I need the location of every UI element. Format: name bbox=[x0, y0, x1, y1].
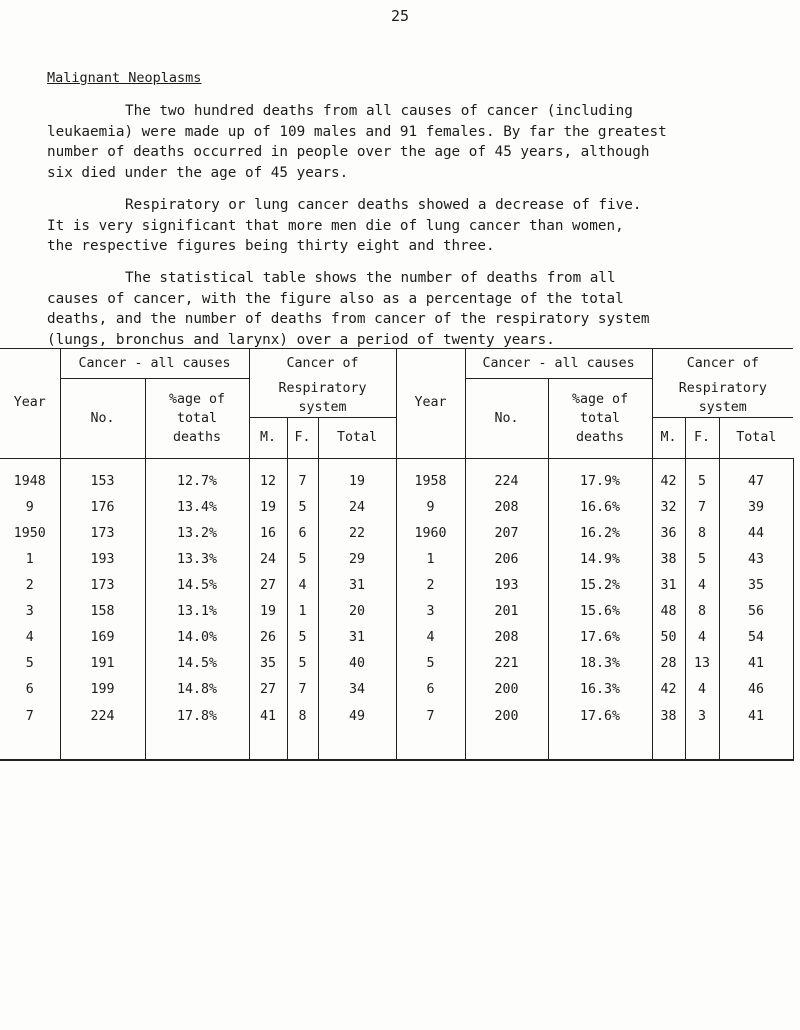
left-deaths-percentage-cell: 13.1% bbox=[145, 599, 249, 625]
right-deaths-percentage-cell: 16.2% bbox=[548, 521, 652, 547]
header-respiratory-line2: Respiratory bbox=[278, 380, 367, 396]
right-deaths-number-cell: 208 bbox=[465, 625, 548, 651]
right-female-cell: 4 bbox=[685, 677, 719, 703]
left-deaths-number-cell: 224 bbox=[60, 703, 145, 760]
left-total-cell: 31 bbox=[318, 573, 396, 599]
header-number: No. bbox=[465, 379, 548, 459]
paragraph-line: the respective figures being thirty eight and three. bbox=[47, 238, 495, 254]
left-female-cell: 5 bbox=[287, 651, 318, 677]
paragraph-line: deaths, and the number of deaths from cancer of the respiratory system bbox=[47, 311, 650, 327]
cancer-statistics-table bbox=[0, 348, 794, 761]
right-deaths-percentage-cell: 17.6% bbox=[548, 703, 652, 760]
right-total-cell: 43 bbox=[719, 547, 793, 573]
right-female-cell: 8 bbox=[685, 599, 719, 625]
table-row bbox=[0, 677, 793, 703]
left-male-cell: 19 bbox=[249, 599, 287, 625]
right-female-cell: 3 bbox=[685, 703, 719, 760]
paragraph-line: number of deaths occurred in people over the age of 45 years, although bbox=[47, 144, 650, 160]
paragraph-line: It is very significant that more men die of lung cancer than women, bbox=[47, 217, 624, 234]
header-respiratory-line3: system bbox=[298, 399, 347, 415]
right-year-cell: 1960 bbox=[396, 521, 465, 547]
left-total-cell: 19 bbox=[318, 458, 396, 495]
left-deaths-number-cell: 153 bbox=[60, 458, 145, 495]
header-percentage bbox=[548, 379, 652, 459]
left-deaths-percentage-cell: 14.5% bbox=[145, 573, 249, 599]
right-deaths-number-cell: 200 bbox=[465, 703, 548, 760]
section-heading: Malignant Neoplasms bbox=[47, 70, 202, 86]
left-year-cell: 1948 bbox=[0, 458, 60, 495]
header-all-causes: Cancer - all causes bbox=[465, 348, 652, 379]
header-total: Total bbox=[719, 417, 793, 458]
left-total-cell: 31 bbox=[318, 625, 396, 651]
right-total-cell: 39 bbox=[719, 495, 793, 521]
table-row bbox=[0, 458, 793, 495]
left-total-cell: 20 bbox=[318, 599, 396, 625]
right-year-cell: 4 bbox=[396, 625, 465, 651]
right-female-cell: 5 bbox=[685, 458, 719, 495]
left-total-cell: 22 bbox=[318, 521, 396, 547]
header-all-causes: Cancer - all causes bbox=[60, 348, 249, 379]
left-year-cell: 9 bbox=[0, 495, 60, 521]
right-deaths-number-cell: 207 bbox=[465, 521, 548, 547]
right-deaths-percentage-cell: 18.3% bbox=[548, 651, 652, 677]
left-female-cell: 7 bbox=[287, 458, 318, 495]
right-total-cell: 47 bbox=[719, 458, 793, 495]
left-total-cell: 34 bbox=[318, 677, 396, 703]
right-deaths-percentage-cell: 15.2% bbox=[548, 573, 652, 599]
right-year-cell: 2 bbox=[396, 573, 465, 599]
header-respiratory-system bbox=[249, 379, 396, 418]
right-female-cell: 4 bbox=[685, 573, 719, 599]
left-male-cell: 27 bbox=[249, 573, 287, 599]
right-female-cell: 13 bbox=[685, 651, 719, 677]
right-male-cell: 38 bbox=[652, 547, 685, 573]
right-male-cell: 36 bbox=[652, 521, 685, 547]
table-row bbox=[0, 521, 793, 547]
right-total-cell: 35 bbox=[719, 573, 793, 599]
header-year: Year bbox=[396, 348, 465, 458]
left-female-cell: 1 bbox=[287, 599, 318, 625]
table-row bbox=[0, 547, 793, 573]
right-year-cell: 7 bbox=[396, 703, 465, 760]
header-total: Total bbox=[318, 417, 396, 458]
paragraph-line: six died under the age of 45 years. bbox=[47, 164, 349, 181]
right-year-cell: 1958 bbox=[396, 458, 465, 495]
right-deaths-percentage-cell: 14.9% bbox=[548, 547, 652, 573]
right-total-cell: 41 bbox=[719, 703, 793, 760]
left-deaths-percentage-cell: 14.5% bbox=[145, 651, 249, 677]
paragraph-line: causes of cancer, with the figure also as a percentage of the total bbox=[47, 290, 624, 307]
left-deaths-percentage-cell: 13.2% bbox=[145, 521, 249, 547]
header-percentage-line2: total bbox=[176, 410, 218, 426]
right-male-cell: 42 bbox=[652, 458, 685, 495]
header-percentage bbox=[145, 379, 249, 459]
right-male-cell: 42 bbox=[652, 677, 685, 703]
paragraph-line: The statistical table shows the number of deaths from all bbox=[125, 270, 616, 286]
left-total-cell: 49 bbox=[318, 703, 396, 760]
right-male-cell: 28 bbox=[652, 651, 685, 677]
right-male-cell: 50 bbox=[652, 625, 685, 651]
left-deaths-number-cell: 173 bbox=[60, 573, 145, 599]
header-female: F. bbox=[685, 417, 719, 458]
left-female-cell: 8 bbox=[287, 703, 318, 760]
left-year-cell: 1 bbox=[0, 547, 60, 573]
table-row bbox=[0, 573, 793, 599]
left-deaths-number-cell: 191 bbox=[60, 651, 145, 677]
right-deaths-number-cell: 193 bbox=[465, 573, 548, 599]
left-year-cell: 2 bbox=[0, 573, 60, 599]
right-year-cell: 9 bbox=[396, 495, 465, 521]
right-male-cell: 48 bbox=[652, 599, 685, 625]
right-deaths-number-cell: 208 bbox=[465, 495, 548, 521]
right-deaths-number-cell: 224 bbox=[465, 458, 548, 495]
left-deaths-percentage-cell: 17.8% bbox=[145, 703, 249, 760]
right-deaths-percentage-cell: 15.6% bbox=[548, 599, 652, 625]
left-female-cell: 5 bbox=[287, 625, 318, 651]
header-number: No. bbox=[60, 379, 145, 459]
paragraph-line: leukaemia) were made up of 109 males and 91 females. By far the greatest bbox=[47, 123, 667, 140]
left-year-cell: 7 bbox=[0, 703, 60, 760]
paragraph-1 bbox=[47, 101, 797, 183]
right-deaths-number-cell: 200 bbox=[465, 677, 548, 703]
table-row bbox=[0, 651, 793, 677]
paragraph-line: The two hundred deaths from all causes of cancer (including bbox=[125, 103, 633, 119]
right-year-cell: 1 bbox=[396, 547, 465, 573]
left-female-cell: 6 bbox=[287, 521, 318, 547]
left-deaths-percentage-cell: 14.0% bbox=[145, 625, 249, 651]
right-total-cell: 56 bbox=[719, 599, 793, 625]
table-body bbox=[0, 458, 793, 760]
left-deaths-number-cell: 169 bbox=[60, 625, 145, 651]
left-deaths-percentage-cell: 12.7% bbox=[145, 458, 249, 495]
header-respiratory-line2: Respiratory bbox=[678, 380, 767, 396]
header-percentage-line1: %age of bbox=[168, 391, 226, 407]
left-year-cell: 6 bbox=[0, 677, 60, 703]
right-deaths-number-cell: 201 bbox=[465, 599, 548, 625]
right-year-cell: 5 bbox=[396, 651, 465, 677]
left-year-cell: 1950 bbox=[0, 521, 60, 547]
left-deaths-percentage-cell: 13.4% bbox=[145, 495, 249, 521]
table-row bbox=[0, 625, 793, 651]
right-year-cell: 3 bbox=[396, 599, 465, 625]
left-male-cell: 16 bbox=[249, 521, 287, 547]
left-deaths-percentage-cell: 13.3% bbox=[145, 547, 249, 573]
right-deaths-percentage-cell: 16.3% bbox=[548, 677, 652, 703]
paragraph-line: Respiratory or lung cancer deaths showed a decrease of five. bbox=[125, 197, 642, 213]
right-deaths-percentage-cell: 17.9% bbox=[548, 458, 652, 495]
header-year: Year bbox=[0, 348, 60, 458]
left-year-cell: 5 bbox=[0, 651, 60, 677]
right-deaths-number-cell: 221 bbox=[465, 651, 548, 677]
right-total-cell: 54 bbox=[719, 625, 793, 651]
header-respiratory-line3: system bbox=[698, 399, 747, 415]
left-male-cell: 27 bbox=[249, 677, 287, 703]
left-deaths-number-cell: 199 bbox=[60, 677, 145, 703]
header-male: M. bbox=[652, 417, 685, 458]
page-number: 25 bbox=[390, 7, 410, 25]
header-percentage-line3: deaths bbox=[172, 429, 222, 445]
left-deaths-number-cell: 173 bbox=[60, 521, 145, 547]
left-male-cell: 24 bbox=[249, 547, 287, 573]
left-deaths-number-cell: 158 bbox=[60, 599, 145, 625]
right-year-cell: 6 bbox=[396, 677, 465, 703]
paragraph-line: (lungs, bronchus and larynx) over a period of twenty years. bbox=[47, 331, 555, 348]
paragraph-2 bbox=[47, 195, 797, 257]
left-male-cell: 26 bbox=[249, 625, 287, 651]
right-deaths-percentage-cell: 16.6% bbox=[548, 495, 652, 521]
header-percentage-line3: deaths bbox=[576, 429, 625, 445]
right-deaths-number-cell: 206 bbox=[465, 547, 548, 573]
left-male-cell: 19 bbox=[249, 495, 287, 521]
left-female-cell: 4 bbox=[287, 573, 318, 599]
right-total-cell: 44 bbox=[719, 521, 793, 547]
left-total-cell: 29 bbox=[318, 547, 396, 573]
right-male-cell: 38 bbox=[652, 703, 685, 760]
header-percentage-line1: %age of bbox=[572, 391, 629, 407]
left-female-cell: 5 bbox=[287, 547, 318, 573]
right-female-cell: 5 bbox=[685, 547, 719, 573]
header-male: M. bbox=[249, 417, 287, 458]
right-male-cell: 32 bbox=[652, 495, 685, 521]
header-respiratory-system bbox=[652, 379, 793, 418]
left-deaths-number-cell: 176 bbox=[60, 495, 145, 521]
right-total-cell: 46 bbox=[719, 677, 793, 703]
header-percentage-line2: total bbox=[580, 410, 621, 426]
left-deaths-number-cell: 193 bbox=[60, 547, 145, 573]
left-total-cell: 40 bbox=[318, 651, 396, 677]
left-female-cell: 7 bbox=[287, 677, 318, 703]
right-female-cell: 8 bbox=[685, 521, 719, 547]
left-male-cell: 41 bbox=[249, 703, 287, 760]
paragraph-3 bbox=[47, 268, 797, 350]
table-row bbox=[0, 599, 793, 625]
right-female-cell: 4 bbox=[685, 625, 719, 651]
left-female-cell: 5 bbox=[287, 495, 318, 521]
right-female-cell: 7 bbox=[685, 495, 719, 521]
header-female: F. bbox=[287, 417, 318, 458]
table-row bbox=[0, 495, 793, 521]
right-male-cell: 31 bbox=[652, 573, 685, 599]
header-respiratory-line1: Cancer of bbox=[652, 348, 793, 379]
left-year-cell: 3 bbox=[0, 599, 60, 625]
left-deaths-percentage-cell: 14.8% bbox=[145, 677, 249, 703]
left-male-cell: 12 bbox=[249, 458, 287, 495]
header-respiratory-line1: Cancer of bbox=[249, 348, 396, 379]
right-total-cell: 41 bbox=[719, 651, 793, 677]
left-total-cell: 24 bbox=[318, 495, 396, 521]
right-deaths-percentage-cell: 17.6% bbox=[548, 625, 652, 651]
left-year-cell: 4 bbox=[0, 625, 60, 651]
left-male-cell: 35 bbox=[249, 651, 287, 677]
table-row bbox=[0, 703, 793, 760]
